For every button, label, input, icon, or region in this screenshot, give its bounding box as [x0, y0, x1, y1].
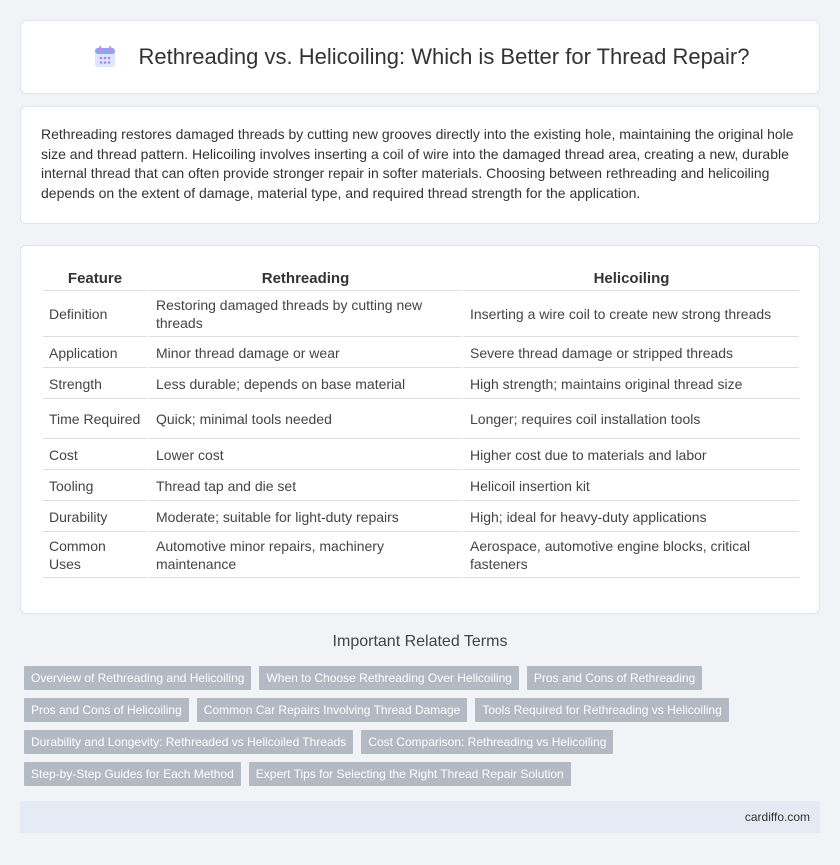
- related-term-tag[interactable]: Expert Tips for Selecting the Right Thread Repair Solution: [249, 762, 571, 786]
- related-term-tag[interactable]: Tools Required for Rethreading vs Helicoiling: [475, 698, 728, 722]
- helicoiling-cell: Aerospace, automotive engine blocks, critical fasteners: [461, 532, 799, 578]
- table-row: [43, 399, 799, 439]
- related-terms-list: [24, 666, 824, 794]
- feature-cell: Cost: [43, 439, 147, 470]
- tag-row: [24, 730, 824, 754]
- feature-cell: Common Uses: [43, 532, 147, 578]
- helicoiling-cell: Inserting a wire coil to create new strong threads: [461, 291, 799, 337]
- comparison-table: [43, 266, 799, 578]
- rethreading-cell: Thread tap and die set: [147, 470, 461, 501]
- rethreading-cell: Automotive minor repairs, machinery maintenance: [147, 532, 461, 578]
- rethreading-cell: Minor thread damage or wear: [147, 337, 461, 368]
- header-rethreading: Rethreading: [147, 266, 461, 291]
- related-term-tag[interactable]: Durability and Longevity: Rethreaded vs Helicoiled Threads: [24, 730, 353, 754]
- related-term-tag[interactable]: Cost Comparison: Rethreading vs Helicoiling: [361, 730, 613, 754]
- footer: [20, 801, 820, 833]
- footer-site-link[interactable]: cardiffo.com: [744, 810, 810, 824]
- rethreading-cell: Restoring damaged threads by cutting new threads: [147, 291, 461, 337]
- feature-cell: Time Required: [43, 399, 147, 439]
- tag-row: [24, 666, 824, 690]
- header-feature: Feature: [43, 266, 147, 291]
- rethreading-cell: Moderate; suitable for light-duty repairs: [147, 501, 461, 532]
- comparison-table-card: [20, 245, 820, 614]
- calendar-icon: [91, 43, 119, 71]
- intro-card: [20, 106, 820, 224]
- table-header-row: [43, 266, 799, 291]
- page-title-text: Rethreading vs. Helicoiling: Which is Better for Thread Repair?: [138, 44, 750, 69]
- intro-paragraph: Rethreading restores damaged threads by cutting new grooves directly into the existing hole, maintaining the original hole size and thread pattern. Helicoiling involves inserting a coil of wire into the damaged thread area, creating a new, durable internal thread that can often provide stronger repair in softer materials. Choosing between rethreading and helicoiling depends on the extent of damage, material type, and required thread strength for the application.: [41, 126, 794, 201]
- feature-cell: Definition: [43, 291, 147, 337]
- tag-row: [24, 762, 824, 786]
- helicoiling-cell: Helicoil insertion kit: [461, 470, 799, 501]
- helicoiling-cell: Severe thread damage or stripped threads: [461, 337, 799, 368]
- helicoiling-cell: Longer; requires coil installation tools: [461, 399, 799, 439]
- feature-cell: Strength: [43, 368, 147, 399]
- related-term-tag[interactable]: Overview of Rethreading and Helicoiling: [24, 666, 251, 690]
- header-helicoiling: Helicoiling: [461, 266, 799, 291]
- table-row: [43, 439, 799, 470]
- table-row: [43, 337, 799, 368]
- related-term-tag[interactable]: Common Car Repairs Involving Thread Damage: [197, 698, 468, 722]
- page-title: [91, 43, 750, 71]
- table-row: [43, 291, 799, 337]
- helicoiling-cell: High; ideal for heavy-duty applications: [461, 501, 799, 532]
- table-row: [43, 470, 799, 501]
- rethreading-cell: Less durable; depends on base material: [147, 368, 461, 399]
- feature-cell: Durability: [43, 501, 147, 532]
- helicoiling-cell: High strength; maintains original thread size: [461, 368, 799, 399]
- tag-row: [24, 698, 824, 722]
- related-term-tag[interactable]: Pros and Cons of Helicoiling: [24, 698, 189, 722]
- related-term-tag[interactable]: When to Choose Rethreading Over Helicoiling: [259, 666, 518, 690]
- rethreading-cell: Quick; minimal tools needed: [147, 399, 461, 439]
- helicoiling-cell: Higher cost due to materials and labor: [461, 439, 799, 470]
- related-term-tag[interactable]: Step-by-Step Guides for Each Method: [24, 762, 241, 786]
- feature-cell: Tooling: [43, 470, 147, 501]
- rethreading-cell: Lower cost: [147, 439, 461, 470]
- table-row: [43, 501, 799, 532]
- feature-cell: Application: [43, 337, 147, 368]
- table-row: [43, 368, 799, 399]
- related-terms-heading: Important Related Terms: [332, 633, 508, 650]
- related-term-tag[interactable]: Pros and Cons of Rethreading: [527, 666, 702, 690]
- title-card: [20, 20, 820, 94]
- table-row: [43, 532, 799, 578]
